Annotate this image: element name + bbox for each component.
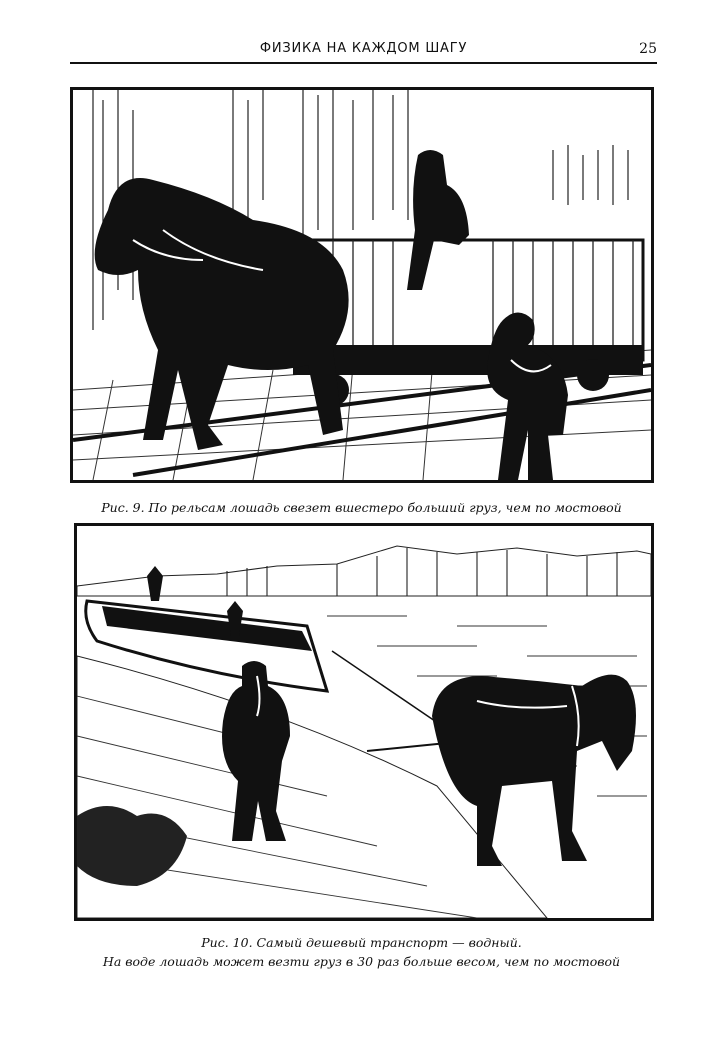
figure-10-caption-line2: На воде лошадь может везти груз в 30 раз больше весом, чем по мостовой <box>102 954 621 969</box>
figure-9-caption <box>70 498 653 517</box>
figure-10-illustration <box>74 523 654 921</box>
horse-rail-cart-engraving <box>73 90 651 480</box>
running-head <box>70 38 657 64</box>
figure-10-caption-line1: Рис. 10. Самый дешевый транспорт — водный. <box>201 935 522 950</box>
figure-9-illustration <box>70 87 654 483</box>
horse-towing-barge-engraving <box>77 526 651 918</box>
page-number: 25 <box>639 41 657 57</box>
figure-10-caption <box>70 933 653 971</box>
running-title: ФИЗИКА НА КАЖДОМ ШАГУ <box>259 41 468 56</box>
figure-9-caption-text: Рис. 9. По рельсам лошадь свезет вшестеро больший груз, чем по мостовой <box>101 500 622 515</box>
